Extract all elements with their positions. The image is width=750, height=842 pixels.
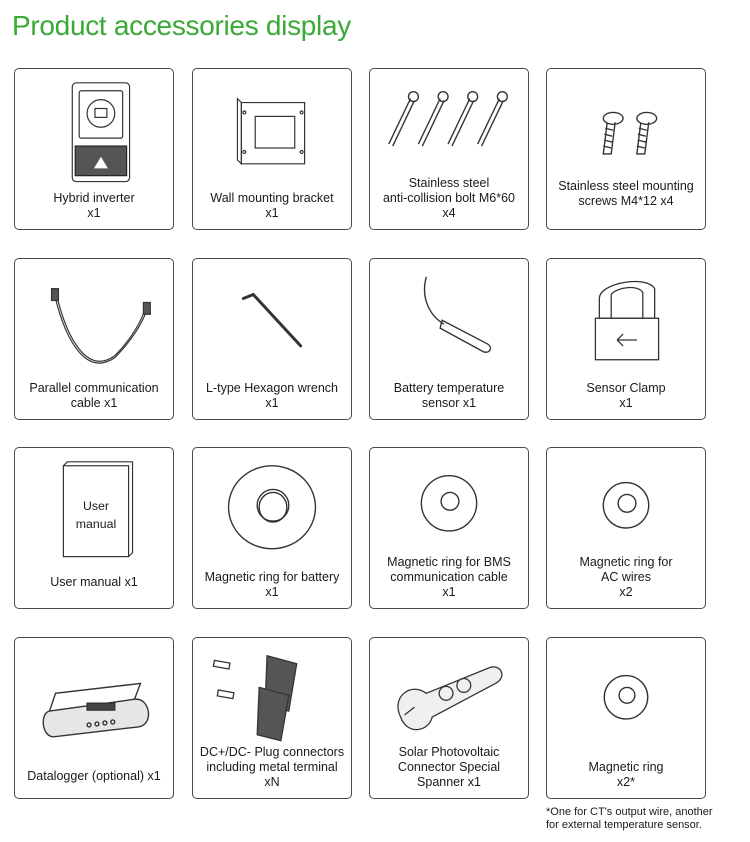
accessory-caption: L-type Hexagon wrench x1 [205,381,339,410]
page-title: Product accessories display [12,10,351,41]
accessory-caption: DC+/DC- Plug connectors including metal terminal xN [199,745,345,789]
footnote: *One for CT's output wire, another for external temperature sensor. [546,806,713,831]
accessory-caption: Battery temperature sensor x1 [393,381,505,410]
accessory-card-magnetic-ring-battery [192,447,352,609]
accessory-card-magnetic-ring-bms [369,447,529,609]
accessory-caption: Sensor Clamp x1 [586,381,666,410]
accessory-caption: Datalogger (optional) x1 [27,769,161,783]
accessory-card-datalogger [14,637,174,799]
accessory-card-temperature-sensor [369,258,529,420]
accessory-card-wall-bracket [192,68,352,230]
accessory-card-magnetic-ring-ac [546,447,706,609]
accessory-card-sensor-clamp [546,258,706,420]
accessory-card-magnetic-ring-small [546,637,706,799]
accessory-caption: Solar Photovoltaic Connector Special Spanner x1 [397,745,501,789]
manual-cover-label: User [82,499,110,514]
accessory-card-parallel-cable [14,258,174,420]
accessory-caption: Magnetic ring x2* [588,760,664,789]
accessory-caption: Wall mounting bracket x1 [210,191,334,220]
accessory-card-user-manual [14,447,174,609]
accessory-caption: Parallel communication cable x1 [29,381,159,410]
accessory-caption: Hybrid inverter x1 [53,191,135,220]
accessory-caption: Stainless steel mounting screws M4*12 x4 [558,179,694,208]
accessory-caption: Stainless steel anti-collision bolt M6*60 x4 [382,176,515,220]
accessory-caption: User manual x1 [50,575,138,589]
accessory-caption: Magnetic ring for BMS communication cable x1 [387,555,511,599]
accessory-card-connector-spanner [369,637,529,799]
manual-cover-label: manual [75,517,117,531]
accessory-card-collision-bolt [369,68,529,230]
accessory-caption: Magnetic ring for battery x1 [204,570,340,599]
accessory-card-hex-wrench [192,258,352,420]
accessory-card-hybrid-inverter [14,68,174,230]
accessory-caption: Magnetic ring for AC wires x2 [579,555,673,599]
accessory-card-mounting-screws [546,68,706,230]
accessory-card-plug-connectors [192,637,352,799]
